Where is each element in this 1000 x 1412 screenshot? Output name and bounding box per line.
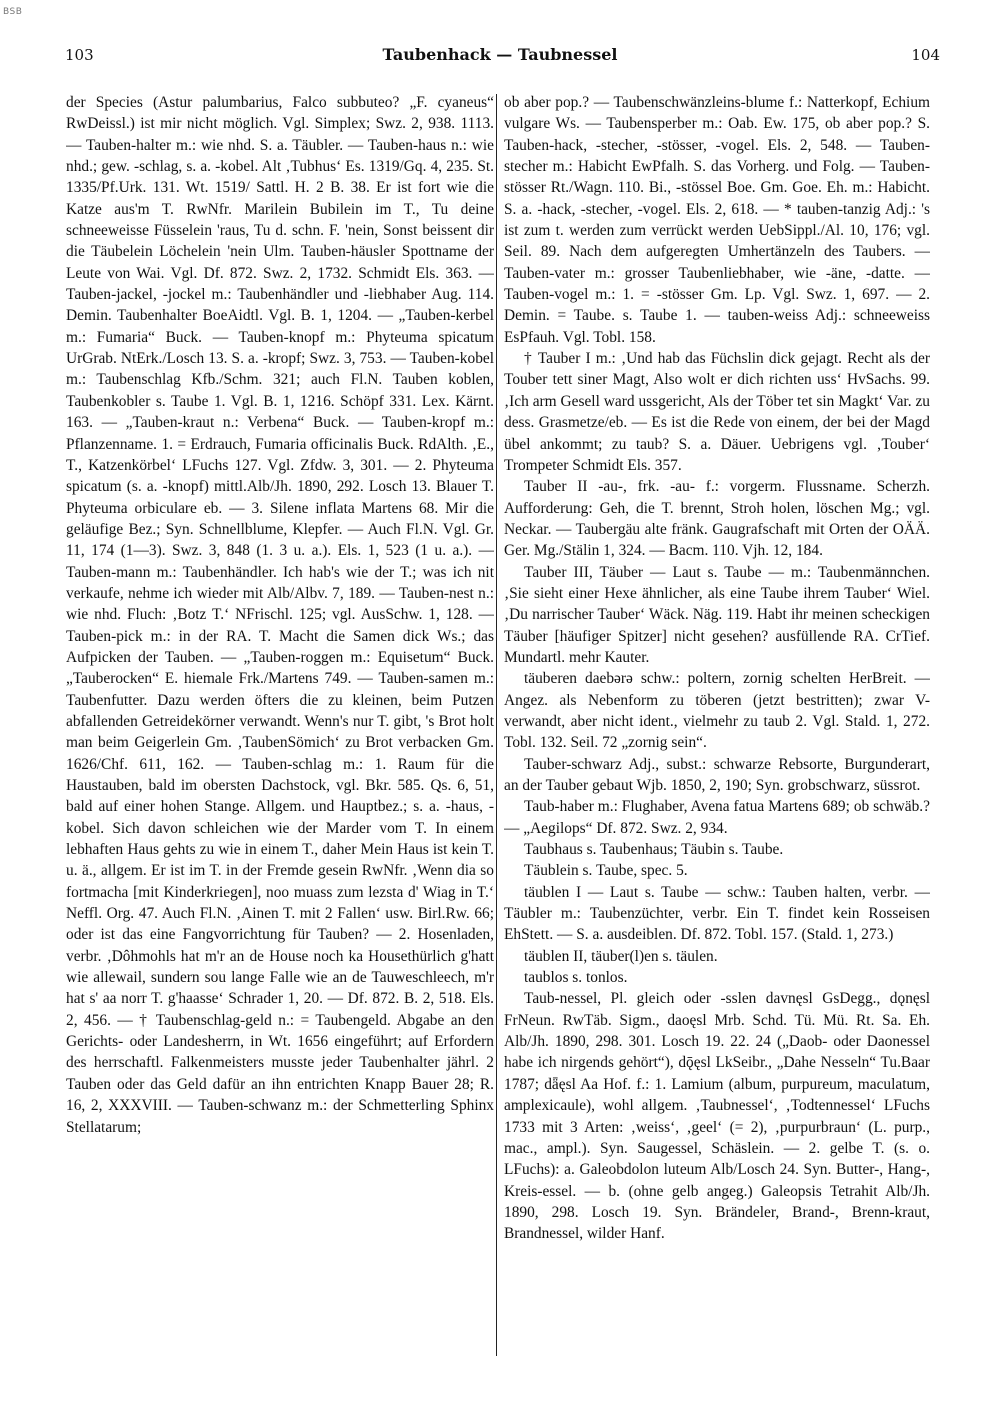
entry-taeublen-ii: täublen II, täuber(l)en s. täulen. [524,947,718,965]
page-number-left: 103 [65,46,94,64]
entry-taublos: taublos s. tonlos. [524,969,628,987]
entry-taub-nessel: Taub-nessel, Pl. gleich oder -sslen davnęsl GsDegg., dǫnęsl FrNeun. RwTäb. Sigm., daoęsl Mrb. Schd. Tü. Mü. Rt. Sa. Eh. Alb/Jh. 1890, 298. 301. Losch 19. 22. 24 („Daob- oder Daonessel habe ich nirgends gehört“), dǭęsl LkSeibr., „Dahe Nesseln“ Tu.Baar 1787; dǟęsl Aa Hof. f.: 1. Lamium (album, purpureum, maculatum, amplexicaule), wohl allgem. ‚Taubnessel‘, ‚Todtennessel‘ LFuchs 1733 mit 3 Arten: ‚weiss‘, ‚geel‘ (= 2), ‚purpurbraun‘ (L. purp., mac., ampl.). Syn. Saugessel, Schäslein. — 2. gelbe T. (s. o. LFuchs): a. Galeobdolon luteum Alb/Losch 24. Syn. Butter-, Hang-, Kreis-essel. — b. (ohne gelb angeg.) Galeopsis Tetrahit Alb/Jh. 1890, 298. Losch 19. Syn. Brändeler, Brand-, Brenn-kraut, Brandnessel, wilder Hanf. [504,990,930,1243]
column-divider [496,94,497,1356]
entry-taubhaus: Taubhaus s. Taubenhaus; Täubin s. Taube. [524,841,784,859]
entry-tauber-ii: Tauber II -au-, frk. -au- f.: vorgerm. Flussname. Scherzh. Aufforderung: Geh, die T. brennt, Stroh holen, löschen Mg.; vgl. Neckar. — Taubergäu alte fränk. Gaugrafschaft mit Orten der OÄÄ. Ger. Mg./Stälin 1, 324. — Bacm. 110. Vjh. 12, 184. [504,478,930,560]
running-head: Taubenhack — Taubnessel [382,45,618,64]
entry-tauber-i: † Tauber I m.: ‚Und hab das Füchslin dick gejagt. Recht als der Touber tett siner Magt, Also wolt er dich richten uss‘ HvSachs. 99. ‚Ich arm Gesell ward ussgericht, Als der Töber tet sin Magkt‘ Var. zu dess. Grasmetze/eb. — Es ist die Rede von einem, der bei der Magd übel ankommt; zu taub? S. a. Däuer. Uebrigens vgl. ‚Touber‘ Trompeter Schmidt Els. 357. [504,350,930,474]
entry-tauber-iii: Tauber III, Täuber — Laut s. Taube — m.: Taubenmännchen. ‚Sie sieht einer Hexe ähnlicher, als eine Taube ihrem Tauber‘ Wiel. ‚Du narrischer Tauber‘ Wäck. Näg. 119. Habt ihr meinen scheckigen Täuber [häufiger Spitzer] nicht gesehen? ausfüllende RA. CrTief. Mundartl. mehr Kauter. [504,563,930,666]
page-number-right: 104 [911,46,940,64]
right-column [504,92,930,1362]
entry-taeublein: Täublein s. Taube, spec. 5. [524,862,688,880]
entry-taeublen-i: täublen I — Laut s. Taube — schw.: Tauben halten, verbr. — Täubler m.: Taubenzüchter, verbr. Ein T. findet kein Rosseisen EhStett. — S. a. ausdeiblen. Df. 872. Tobl. 157. (Stald. 1, 273.) [504,883,930,944]
paragraph: ob aber pop.? — Taubenschwänzleins-blume f.: Natterkopf, Echium vulgare Ws. — Taubensperber m.: Oab. Ew. 175, ob aber pop.? S. Tauben-hack, -stecher, -stösser, -vogel. Els. 2, 548. — Tauben-stecher m.: Habicht EwPfalh. S. das Vorherg. und Folg. — Tauben-stösser Rt./Wagn. 110. Bi., -stössel Boe. Gm. Goe. Eh. m.: Habicht. S. a. -hack, -stecher, -vogel. Els. 2, 618. — * tauben-tanzig Adj.: 's ist zum t. werden zum verrückt werden UebSippl./Al. 10, 176; vgl. Seil. 89. Nach dem aufgeregten Umhertänzeln des Taubers. — Tauben-vater m.: grosser Taubenliebhaber, wie -äne, -datte. — Tauben-vogel m.: 1. = -stösser Gm. Lp. Vgl. Swz. 1, 697. — 2. Demin. = Taube. s. Taube 1. — tauben-weiss Adj.: schneeweiss EsPfauh. Vgl. Tobl. 158. [504,94,930,346]
entry-tauber-schwarz: Tauber-schwarz Adj., subst.: schwarze Rebsorte, Burgunderart, an der Tauber gebaut Wjb. 1850, 2, 190; Syn. grobschwarz, süssrot. [504,755,930,794]
entry-taeuberen: täuberen daebərə schw.: poltern, zornig schelten HerBreit. — Angez. als Nebenform zu töberen (jetzt bestritten); zwar V-verwandt, aber nicht ident., vielmehr zu taub 2. Vgl. Stald. 1, 272. Tobl. 132. Seil. 72 „zornig sein“. [504,670,930,752]
entry-taub-haber: Taub-haber m.: Flughaber, Avena fatua Martens 689; ob schwäb.? — „Aegilops“ Df. 872. Swz. 2, 934. [504,798,930,837]
library-stamp: BSB [3,7,23,17]
paragraph: der Species (Astur palumbarius, Falco subbuteo? „F. cyaneus“ RwDeissl.) ist mir nicht möglich. Vgl. Simplex; Swz. 2, 938. 1113. — Tauben-halter m.: wie nhd. S. a. Täubler. — Tauben-haus n.: wie nhd.; gew. -schlag, s. a. -kobel. Alt ‚Tubhus‘ Es. 1319/Gq. 4, 235. St. 1335/Pf.Urk. 131. Wt. 1519/ Sattl. H. 2 B. 38. Er ist fort wie die Katze aus'm T. RwNfr. Marilein Bubilein im T., Tu deine schneeweisse Füsselein 'raus, Tu d. schn. F. 'nein, Sonst beissent dir die Täubelein Löchelein 'nein Ulm. Tauben-häusler Spottname der Leute von Wai. Vgl. Df. 872. Swz. 2, 1732. Schmidt Els. 363. — Tauben-jackel, -jockel m.: Taubenhändler und -liebhaber Aug. 114. Demin. Taubenhalter BoeAidtl. Vgl. B. 1, 1204. — „Tauben-kerbel m.: Fumaria“ Buck. — Tauben-knopf m.: Phyteuma spicatum UrGrab. NtErk./Losch 13. S. a. -kropf; Swz. 3, 753. — Tauben-kobel m.: Taubenschlag Kfb./Schm. 321; auch Fl.N. Tauben koblen, Taubenkobler s. Taube 1. Vgl. B. 1, 1216. Schöpf 331. Lex. Kärnt. 163. — „Tauben-kraut n.: Verbena“ Buck. — Tauben-kropf m.: Pflanzenname. 1. = Erdrauch, Fumaria officinalis Buck. RdAlth. ‚E., T., Katzenkörbel‘ LFuchs 127. Vgl. Zfdw. 3, 301. — 2. Phyteuma spicatum (s. a. -knopf) mittl.Alb/Jh. 1890, 292. Losch 13. Blauer T. Phyteuma orbiculare eb. — 3. Silene inflata Martens 68. Mir die geläufige Bez.; Syn. Schnellblume, Klepfer. — Auch Fl.N. Vgl. Gr. 11, 174 (1—3). Swz. 3, 848 (1. 3 u. a.). Els. 1, 523 (1 u. a.). — Tauben-mann m.: Taubenhändler. Ich hab's wie der T.; was ich nit verkaufe, nehme ich wieder mit Alb/Albv. 7, 189. — Tauben-nest n.: wie nhd. Fluch: ‚Botz T.‘ NFrischl. 125; vgl. AusSchw. 1, 128. — Tauben-pick m.: in der RA. T. Macht die Samen dick Ws.; das Aufpicken der Tauben. — „Tauben-roggen m.: Equisetum“ Buck. „Tauberocken“ E. hiemale Frk./Martens 749. — Tauben-samen m.: Taubenfutter. Dazu werden öfters die zu kleinen, beim Putzen abfallenden Getreidekörner verwandt. Wenn's nur T. gibt, 's Brot holt man beim Geigerlein Gm. ‚TaubenSömich‘ zu Brot verbacken Gm. 1626/Chf. 611, 162. — Tauben-schlag m.: 1. Raum für die Haustauben, bald im obersten Dachstock, vgl. Bkr. 585. Qs. 6, 51, bald auf einer hohen Stange. Allgem. und Hauptbez.; s. a. -haus, -kobel. Sich davon schleichen wie der Marder vom T. In einem lebhaften Haus gehts zu wie in einem T., daher Mein Haus ist kein T. u. ä., allgem. Er ist im T. in der Fremde gesein RwNfr. ‚Wenn dia so fortmacha [mit Kinderkriegen], noo muass zum lezsta d' Wiag in T.‘ Neffl. Org. 47. Auch Fl.N. ‚Ainen T. mit 2 Fallen‘ usw. Birl.Rw. 66; oder ist das eine Fangvorrichtung für Tauben? — 2. Hosenladen, verbr. ‚Dôhmohls hat m'r an de House noch ka Housethürlich g'hatt wie allewail, sundern sou lange Falle wie an de Tauweschleech, m'r hat s' aa norr T. g'haasse‘ Schrader 1, 20. — Df. 872. B. 2, 518. Els. 2, 456. — † Taubenschlag-geld n.: = Taubengeld. Abgabe an den Gerichts- oder Landesherrn, in Wt. 1656 eingeführt; auf Erfordern des herrschaftl. Falkenmeisters musste jeder Taubenhalter jährl. 2 Tauben oder das Geld dafür an ihn entrichten Knapp Bauer 28; R. 16, 2, XXXVIII. — Tauben-schwanz m.: der Schmetterling Sphinx Stellatarum; [66,94,494,1136]
left-column [66,92,494,1362]
